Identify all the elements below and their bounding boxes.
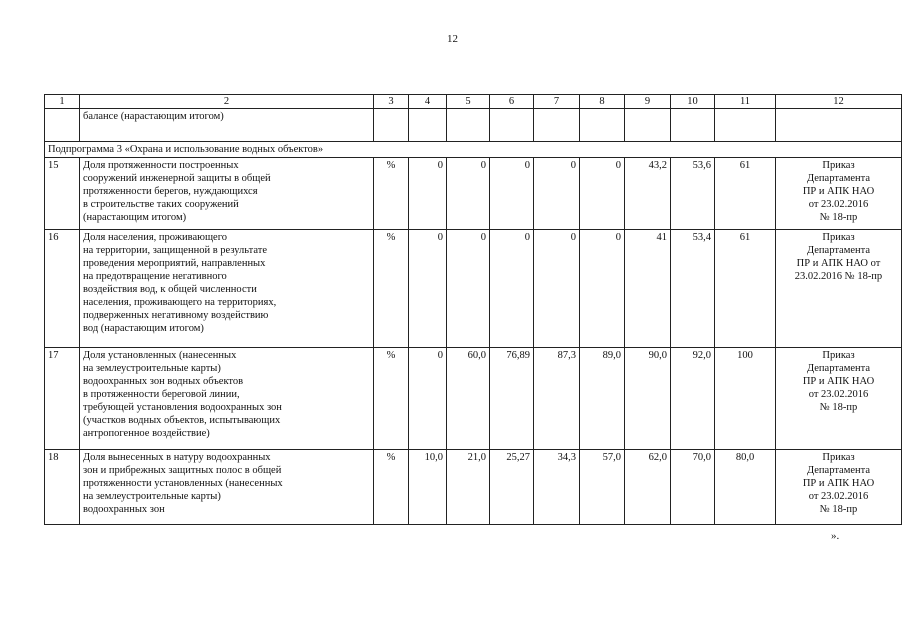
value-cell: 92,0 <box>671 348 715 450</box>
source-document: Приказ Департамента ПР и АПК НАО от 23.02.2016 № 18-пр <box>776 230 902 348</box>
table-cell <box>409 109 447 142</box>
row-number: 15 <box>45 158 80 230</box>
table-cell <box>671 109 715 142</box>
indicator-description: Доля населения, проживающего на территории, защищенной в результате проведения мероприятий, направленных на предотвращение негативного воздействия вод, к общей численности населения, проживающего на территориях, подверженных негативному воздействию вод (нарастающим итогом) <box>80 230 374 348</box>
table-row <box>45 450 902 525</box>
value-cell: 0 <box>490 230 534 348</box>
value-cell: 57,0 <box>580 450 625 525</box>
header-cell-1: 1 <box>45 95 80 109</box>
value-cell: 0 <box>447 158 490 230</box>
value-cell: 0 <box>580 230 625 348</box>
table-cell <box>374 109 409 142</box>
value-cell: 90,0 <box>625 348 671 450</box>
table-header <box>45 95 902 109</box>
value-cell: 60,0 <box>447 348 490 450</box>
continuation-row <box>45 109 902 142</box>
table-cell <box>534 109 580 142</box>
unit-cell: % <box>374 348 409 450</box>
header-cell-10: 10 <box>671 95 715 109</box>
unit-cell: % <box>374 158 409 230</box>
value-cell: 0 <box>447 230 490 348</box>
indicator-description: Доля протяженности построенных сооружений инженерной защиты в общей протяженности берегов, нуждающихся в строительстве таких сооружений (нарастающим итогом) <box>80 158 374 230</box>
value-cell: 87,3 <box>534 348 580 450</box>
subprogram-row <box>45 142 902 158</box>
value-cell: 25,27 <box>490 450 534 525</box>
header-row <box>45 95 902 109</box>
header-cell-12: 12 <box>776 95 902 109</box>
unit-cell: % <box>374 230 409 348</box>
closing-quote-mark: ». <box>831 530 840 542</box>
value-cell: 61 <box>715 230 776 348</box>
header-cell-9: 9 <box>625 95 671 109</box>
header-cell-6: 6 <box>490 95 534 109</box>
value-cell: 21,0 <box>447 450 490 525</box>
value-cell: 0 <box>534 158 580 230</box>
unit-cell: % <box>374 450 409 525</box>
table-row <box>45 348 902 450</box>
header-cell-11: 11 <box>715 95 776 109</box>
value-cell: 34,3 <box>534 450 580 525</box>
source-document: Приказ Департамента ПР и АПК НАО от 23.02.2016 № 18-пр <box>776 348 902 450</box>
value-cell: 0 <box>580 158 625 230</box>
subprogram-title: Подпрограмма 3 «Охрана и использование водных объектов» <box>45 142 902 158</box>
continuation-text: балансе (нарастающим итогом) <box>80 109 374 142</box>
value-cell: 53,6 <box>671 158 715 230</box>
table-cell <box>715 109 776 142</box>
header-cell-5: 5 <box>447 95 490 109</box>
continuation-no <box>45 109 80 142</box>
table-row <box>45 230 902 348</box>
table-cell <box>625 109 671 142</box>
source-document: Приказ Департамента ПР и АПК НАО от 23.02.2016 № 18-пр <box>776 450 902 525</box>
value-cell: 89,0 <box>580 348 625 450</box>
header-cell-8: 8 <box>580 95 625 109</box>
value-cell: 10,0 <box>409 450 447 525</box>
row-number: 16 <box>45 230 80 348</box>
value-cell: 0 <box>409 230 447 348</box>
value-cell: 0 <box>409 158 447 230</box>
indicators-table <box>44 94 902 525</box>
indicator-description: Доля установленных (нанесенных на землеустроительные карты) водоохранных зон водных объектов в протяженности береговой линии, требующей установления водоохранных зон (участков водных объектов, испытывающих антропогенное воздействие) <box>80 348 374 450</box>
header-cell-3: 3 <box>374 95 409 109</box>
table-row <box>45 158 902 230</box>
value-cell: 61 <box>715 158 776 230</box>
value-cell: 70,0 <box>671 450 715 525</box>
value-cell: 53,4 <box>671 230 715 348</box>
value-cell: 100 <box>715 348 776 450</box>
page-number: 12 <box>447 33 458 45</box>
table-cell <box>447 109 490 142</box>
source-document: Приказ Департамента ПР и АПК НАО от 23.02.2016 № 18-пр <box>776 158 902 230</box>
table-cell <box>490 109 534 142</box>
value-cell: 76,89 <box>490 348 534 450</box>
indicator-description: Доля вынесенных в натуру водоохранных зон и прибрежных защитных полос в общей протяженности установленных (нанесенных на землеустроительные карты) водоохранных зон <box>80 450 374 525</box>
value-cell: 62,0 <box>625 450 671 525</box>
value-cell: 43,2 <box>625 158 671 230</box>
row-number: 17 <box>45 348 80 450</box>
header-cell-4: 4 <box>409 95 447 109</box>
header-cell-2: 2 <box>80 95 374 109</box>
table-cell <box>776 109 902 142</box>
value-cell: 0 <box>409 348 447 450</box>
value-cell: 41 <box>625 230 671 348</box>
row-number: 18 <box>45 450 80 525</box>
value-cell: 0 <box>534 230 580 348</box>
header-cell-7: 7 <box>534 95 580 109</box>
value-cell: 80,0 <box>715 450 776 525</box>
value-cell: 0 <box>490 158 534 230</box>
table-cell <box>580 109 625 142</box>
